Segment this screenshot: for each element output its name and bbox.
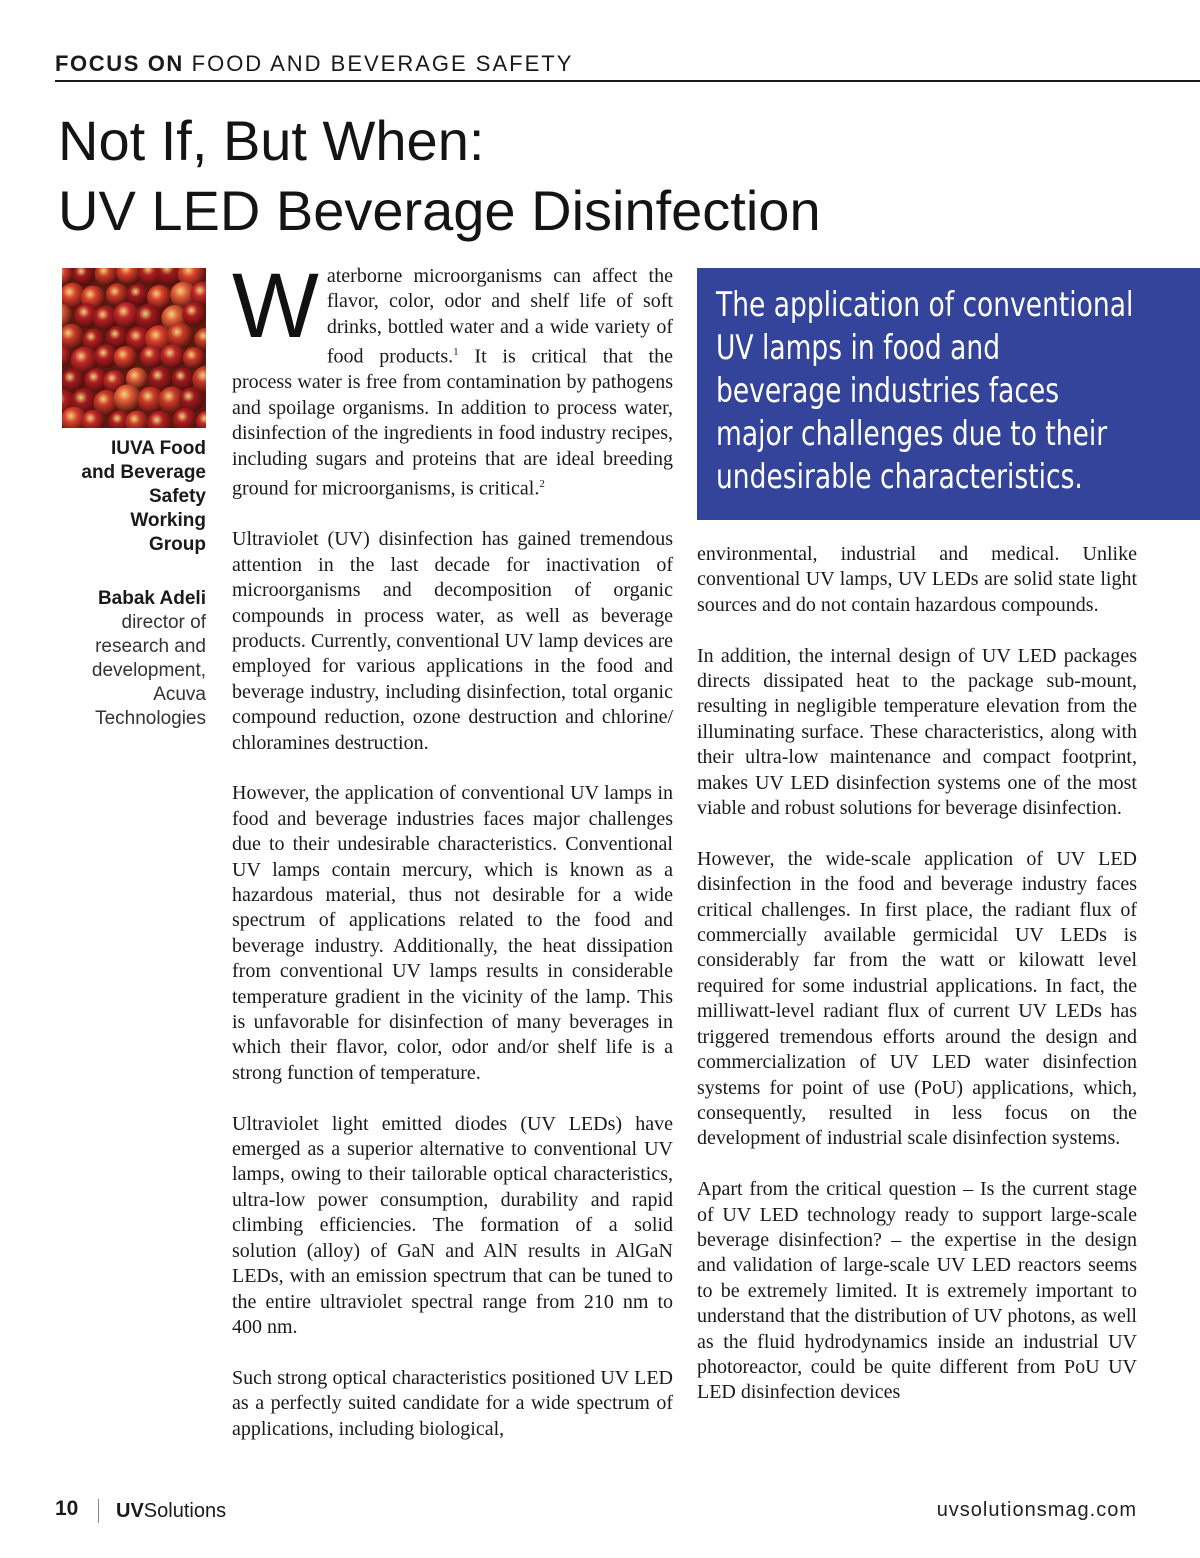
author-sidebar xyxy=(40,437,206,731)
role-line: director of xyxy=(121,612,206,633)
article-title xyxy=(58,106,821,246)
title-line-2: UV LED Beverage Disinfection xyxy=(58,179,821,242)
article-column-right xyxy=(697,542,1137,1431)
group-line: Working xyxy=(130,510,206,531)
footer-divider xyxy=(98,1499,99,1523)
kicker-focus-label: FOCUS ON xyxy=(55,51,184,76)
apples-image xyxy=(62,268,206,428)
intro-text-cont: It is critical that the process water is free from contamination by pathogens and spoilage organisms. In addition to process water, disinfection of the ingredients in food industry recipes, including sugars and proteins that are ideal breeding ground for microorganisms, is critical. xyxy=(232,345,673,500)
pull-quote-line: major challenges due to their xyxy=(716,414,1108,454)
kicker-topic-label: FOOD AND BEVERAGE SAFETY xyxy=(191,51,574,76)
group-line: Safety xyxy=(148,486,206,507)
working-group-name xyxy=(40,437,206,557)
paragraph: Such strong optical characteristics positioned UV LED as a perfectly suited candidate for a wide spectrum of applications, including biological, xyxy=(232,1366,673,1440)
paragraph: However, the wide-scale application of UV LED disinfection in the food and beverage industry faces critical challenges. In first place, the radiant flux of commercially available germicidal UV LEDs is considerably far from the watt or kilowatt level required for some industrial applications. In fact, the milliwatt-level radiant flux of current UV LEDs has triggered tremendous efforts around the design and commercialization of UV LED water disinfection systems for point of use (PoU) applications, which, consequently, resulted in less focus on the development of industrial scale disinfection systems. xyxy=(697,847,1137,1150)
apple xyxy=(182,302,206,326)
pull-quote-line: The application of conventional xyxy=(716,285,1134,325)
magazine-brand xyxy=(116,1500,226,1523)
article-column-left xyxy=(232,255,673,1467)
group-line: IUVA Food xyxy=(111,438,206,459)
role-line: development, xyxy=(91,660,206,681)
paragraph: Ultraviolet light emitted diodes (UV LEDs) have emerged as a superior alternative to conventional UV lamps, owing to their tailorable optical characteristics, ultra-low power consumption, durability and rapid climbing efficiencies. The formation of a solid solution (alloy) of GaN and AlN results in AlGaN LEDs, with an emission spectrum that can be tuned to the entire ultraviolet spectral range from 210 nm to 400 nm. xyxy=(232,1112,673,1338)
brand-solutions: Solutions xyxy=(143,1500,227,1522)
header-rule xyxy=(55,80,1200,82)
role-line: Acuva xyxy=(153,684,206,705)
paragraph: Ultraviolet (UV) disinfection has gained tremendous attention in the last decade for inactivation of microorganisms and decomposition of organic compounds in process water, as well as beverage products. Currently, conventional UV lamp devices are employed for various applications in the food and beverage industry, including disinfection, total organic compound reduction, ozone destruction and chlorine/ chloramines destruction. xyxy=(232,528,673,754)
drop-cap: W xyxy=(232,255,319,357)
paragraph: However, the application of conventional UV lamps in food and beverage industries faces major challenges due to their undesirable characteristics. Conventional UV lamps contain mercury, which is known as a hazardous material, thus not desirable for a wide spectrum of applications related to the food and beverage industry. Additionally, the heat dissipation from conventional UV lamps results in considerable temperature gradient in the vicinity of the lamp. This is unfavorable for disinfection of many beverages in which their flavor, color, odor and/or shelf life is a strong function of temperature. xyxy=(232,782,673,1084)
paragraph: In addition, the internal design of UV LED packages directs dissipated heat to the package sub-mount, resulting in negligible temperature elevation from the illuminating surface. These characteristics, along with their ultra-low maintenance and compact footprint, makes UV LED disinfection systems one of the most viable and robust solutions for beverage disinfection. xyxy=(697,644,1137,820)
pull-quote-line: beverage industries faces xyxy=(716,371,1060,411)
paragraph: environmental, industrial and medical. Unlike conventional UV lamps, UV LEDs are solid state light sources and do not contain hazardous compounds. xyxy=(697,543,1137,616)
author-role xyxy=(40,611,206,731)
group-line: and Beverage xyxy=(81,462,206,483)
section-kicker xyxy=(55,51,573,77)
pull-quote xyxy=(697,268,1200,520)
role-line: Technologies xyxy=(95,708,206,729)
title-line-1: Not If, But When: xyxy=(58,109,485,172)
apple xyxy=(183,347,205,369)
page-number: 10 xyxy=(55,1497,79,1520)
pull-quote-line: UV lamps in food and xyxy=(716,328,1001,368)
apple xyxy=(140,345,163,368)
pull-quote-line: undesirable characteristics. xyxy=(716,457,1083,497)
footnote-ref-1: 1 xyxy=(453,346,459,359)
group-line: Group xyxy=(149,534,206,555)
paragraph-intro xyxy=(232,255,673,502)
paragraph: Apart from the critical question – Is the current stage of UV LED technology ready to support large-scale beverage disinfection? – the expertise in the design and validation of large-scale UV LED reactors seems to be extremely limited. It is extremely important to understand that the distribution of UV photons, as well as the fluid hydrodynamics inside an industrial UV photoreactor, could be quite different from PoU UV LED disinfection devices xyxy=(697,1178,1137,1404)
author-name: Babak Adeli xyxy=(97,588,206,609)
magazine-url: uvsolutionsmag.com xyxy=(936,1499,1137,1521)
role-line: research and xyxy=(95,636,206,657)
footnote-ref-2: 2 xyxy=(539,477,545,490)
apple xyxy=(161,344,185,368)
apples-photo xyxy=(62,268,206,428)
apple xyxy=(114,346,137,369)
apple xyxy=(114,385,142,413)
intro-text: aterborne microorganisms can affect the flavor, color, odor and shelf life of soft drinks, bottled water and a wide variety of food products. xyxy=(326,265,673,368)
brand-uv: UV xyxy=(116,1500,144,1522)
